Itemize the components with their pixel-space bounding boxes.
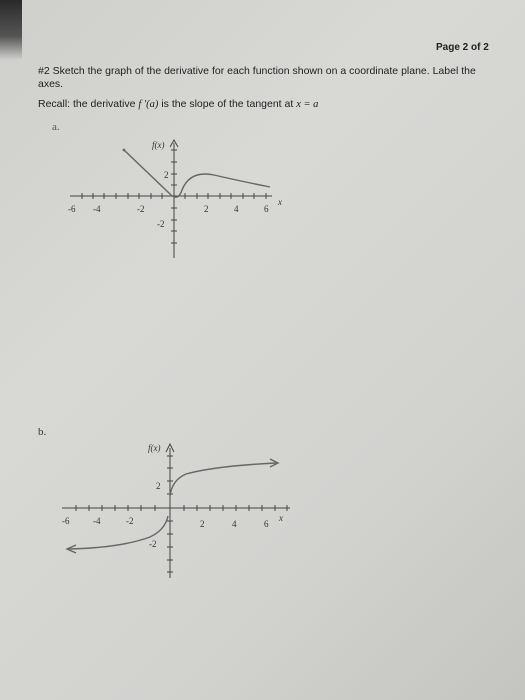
- recall-middle: is the slope of the tangent at: [158, 98, 297, 110]
- graph-b-xtick-label: -4: [93, 516, 101, 526]
- graph-a-xtick-label: 6: [264, 204, 269, 214]
- graph-a-curve-endpoint: [123, 149, 126, 152]
- graph-a: [68, 140, 282, 258]
- graph-b-x-label: x: [279, 513, 283, 523]
- graph-a-ytick-label: 2: [164, 170, 169, 180]
- graph-b-xtick-label: -2: [126, 516, 134, 526]
- graph-b-xtick-label: 4: [232, 519, 237, 529]
- recall-math-x: x = a: [296, 99, 319, 110]
- graph-a-f-label: f(x): [152, 140, 165, 150]
- recall-math-derivative: f '(a): [138, 99, 159, 110]
- graph-b-ytick-label: 2: [156, 481, 161, 491]
- page-number: Page 2 of 2: [436, 42, 489, 53]
- graph-a-xtick-label: 4: [234, 204, 239, 214]
- question-text: #2 Sketch the graph of the derivative for each function shown on a coordinate plane. Label the axes.: [38, 65, 476, 90]
- graph-b: [62, 443, 290, 578]
- graph-a-curve: [124, 150, 270, 197]
- graph-b-xtick-label: -6: [62, 516, 70, 526]
- graph-a-xtick-label: 2: [204, 204, 209, 214]
- graph-b-label: b.: [38, 426, 47, 438]
- graph-b-xtick-label: 6: [264, 519, 269, 529]
- graph-b-f-label: f(x): [148, 443, 161, 453]
- graph-a-xtick-label: -4: [93, 204, 101, 214]
- graph-b-xtick-label: 2: [200, 519, 205, 529]
- graph-a-x-label: x: [278, 197, 282, 207]
- graph-a-xtick-label: -2: [137, 204, 145, 214]
- recall-prefix: Recall: the derivative: [38, 98, 139, 110]
- graph-b-ytick-label: -2: [149, 539, 157, 549]
- graph-b-right-curve: [170, 463, 276, 496]
- graph-a-ytick-label: -2: [157, 219, 165, 229]
- graph-a-label: a.: [52, 121, 60, 133]
- graph-a-xtick-label: -6: [68, 204, 76, 214]
